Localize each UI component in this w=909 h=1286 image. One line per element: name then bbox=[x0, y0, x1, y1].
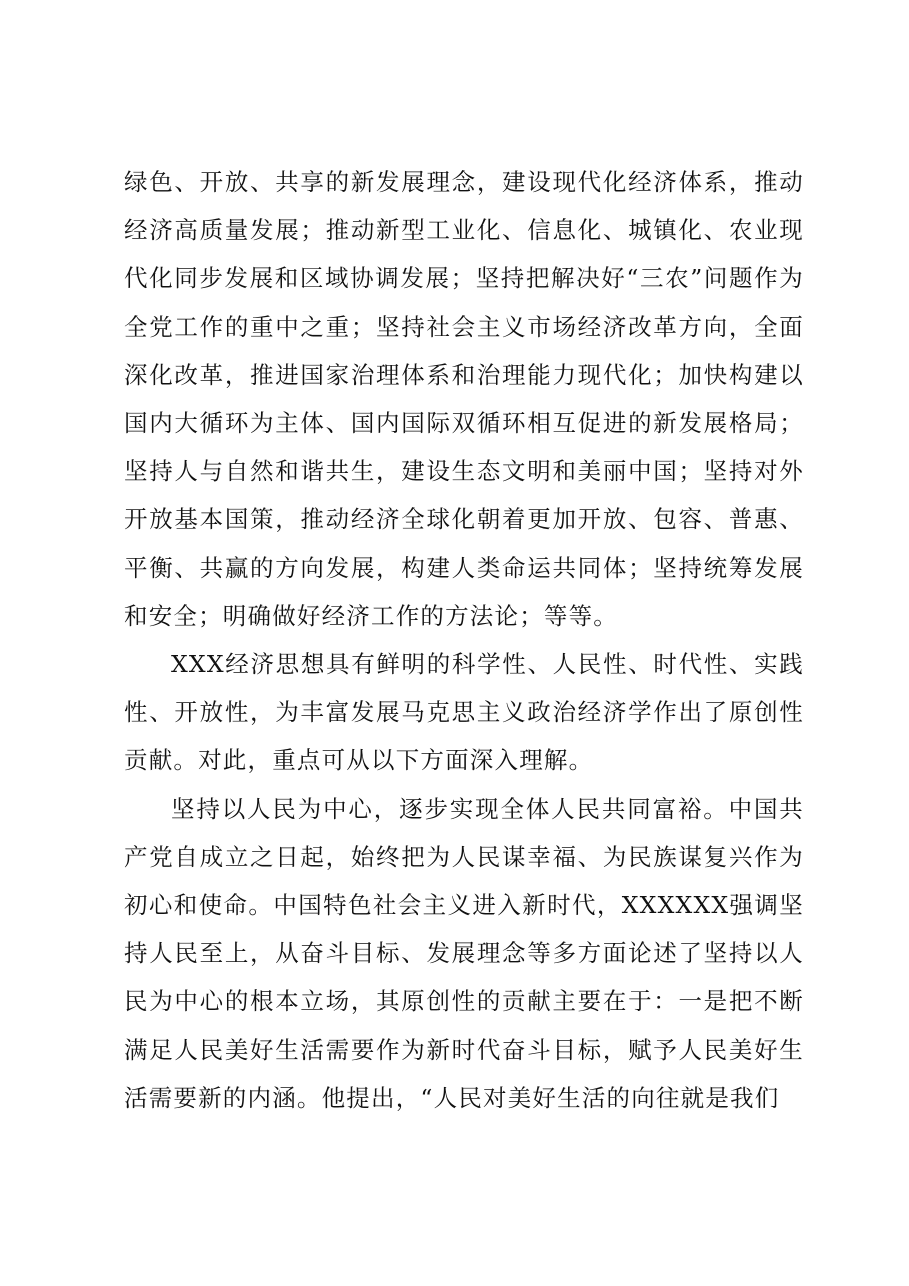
paragraph-3: 坚持以人民为中心，逐步实现全体人民共同富裕。中国共产党自成立之日起，始终把为人民谋幸福、为民族谋复兴作为初心和使命。中国特色社会主义进入新时代，XXXXXX强调坚持人民至上，从奋斗目标、发展理念等多方面论述了坚持以人民为中心的根本立场，其原创性的贡献主要在于：一是把不断满足人民美好生活需要作为新时代奋斗目标，赋予人民美好生活需要新的内涵。他提出，“人民对美好生活的向往就是我们 bbox=[124, 794, 804, 1112]
paragraph-2: XXX经济思想具有鲜明的科学性、人民性、时代性、实践性、开放性，为丰富发展马克思主义政治经济学作出了原创性贡献。对此，重点可从以下方面深入理解。 bbox=[124, 650, 804, 775]
paragraph-1: 绿色、开放、共享的新发展理念，建设现代化经济体系，推动经济高质量发展；推动新型工业化、信息化、城镇化、农业现代化同步发展和区域协调发展；坚持把解决好“三农”问题作为全党工作的重中之重；坚持社会主义市场经济改革方向，全面深化改革，推进国家治理体系和治理能力现代化；加快构建以国内大循环为主体、国内国际双循环相互促进的新发展格局；坚持人与自然和谐共生，建设生态文明和美丽中国；坚持对外开放基本国策，推动经济全球化朝着更加开放、包容、普惠、平衡、共赢的方向发展，构建人类命运共同体；坚持统筹发展和安全；明确做好经济工作的方法论；等等。 bbox=[124, 168, 804, 630]
document-body bbox=[124, 158, 804, 1122]
